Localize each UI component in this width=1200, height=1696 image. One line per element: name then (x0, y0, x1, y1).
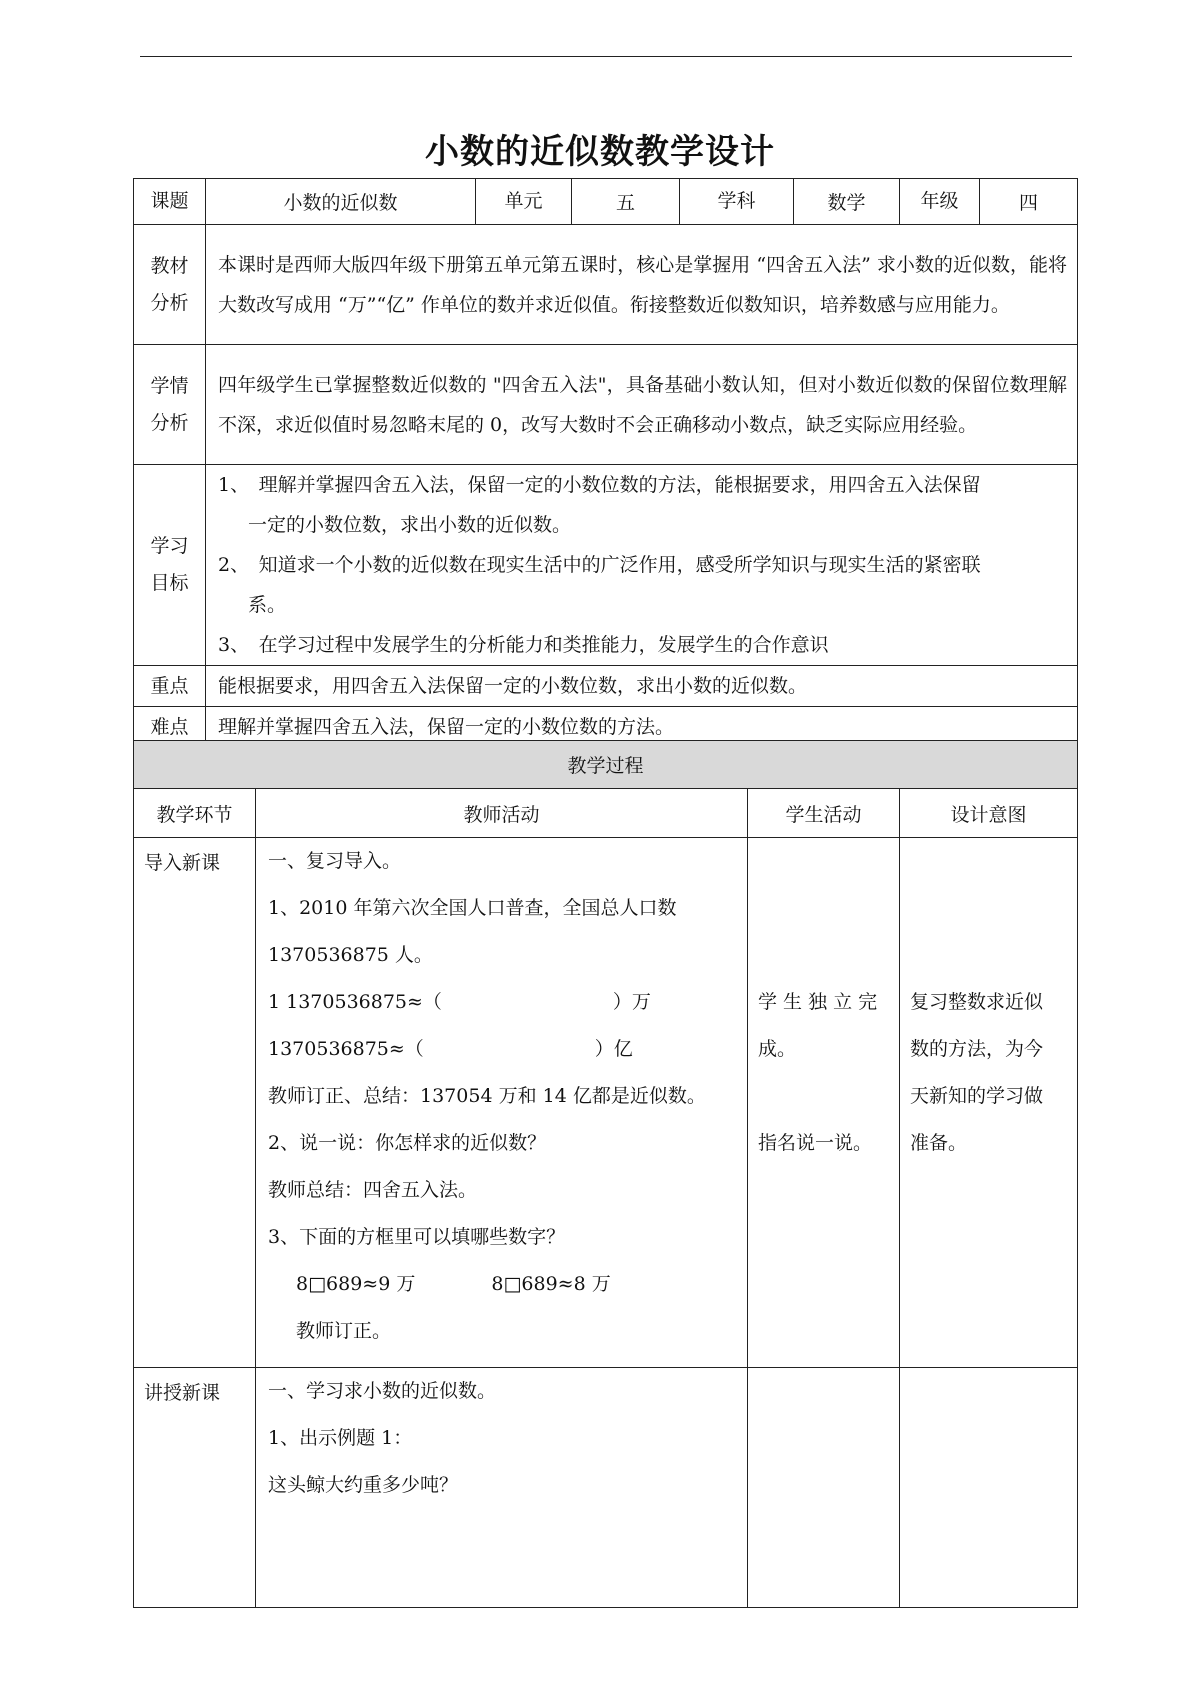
process-header-row (134, 741, 1078, 789)
process-header: 教学过程 (134, 741, 1078, 789)
teaching-process-table (133, 740, 1078, 1608)
material-analysis-paragraph: 本课时是西师大版四年级下册第五单元第五课时，核心是掌握用 “四舍五入法” 求小数的近似数，能将大数改写成用 “万”“亿” 作单位的数并求近似值。衔接整数近似数知识，培养数感与应用能力。 (218, 253, 1067, 316)
intro-teacher-line-6: 教师订正、总结：137054 万和 14 亿都是近似数。 (268, 1085, 706, 1107)
new-lesson-student-cell (748, 1368, 900, 1608)
intro-intent-line-4: 准备。 (910, 1132, 968, 1154)
goal-3-line-1: 3、 在学习过程中发展学生的分析能力和类推能力，发展学生的合作意识 (218, 634, 829, 656)
learning-goals-list (206, 465, 1078, 666)
goals-label-line-1: 学习 (150, 535, 189, 557)
intro-teacher-line-8: 教师总结：四舍五入法。 (268, 1179, 478, 1201)
intro-student-cell (748, 838, 900, 1368)
lesson-info-table (133, 178, 1078, 748)
new-lesson-stage-label: 讲授新课 (144, 1382, 221, 1404)
new-lesson-teacher-line-1: 一、学习求小数的近似数。 (268, 1380, 497, 1402)
learning-goals-label (134, 465, 206, 666)
document-title: 小数的近似数教学设计 (425, 132, 775, 172)
learner-label-line-1: 学情 (150, 374, 189, 397)
learner-analysis-row (134, 345, 1078, 465)
intro-student-line-2: 成。 (758, 1038, 797, 1060)
process-column-headers (134, 789, 1078, 838)
intro-student-line-4: 指名说一说。 (758, 1132, 873, 1154)
topic-value: 小数的近似数 (206, 179, 476, 225)
intro-teacher-line-1: 一、复习导入。 (268, 850, 402, 872)
intro-teacher-line-2: 1、2010 年第六次全国人口普查，全国总人口数 (268, 897, 677, 919)
material-analysis-text (206, 225, 1078, 345)
key-point-paragraph: 能根据要求，用四舍五入法保留一定的小数位数，求出小数的近似数。 (218, 675, 808, 697)
material-analysis-label (134, 225, 206, 345)
intro-intent-line-1: 复习整数求近似 (910, 991, 1044, 1013)
intro-teacher-line-7: 2、说一说：你怎样求的近似数？ (268, 1132, 547, 1154)
unit-value: 五 (572, 179, 680, 225)
intro-teacher-line-10: 8□689≈9 万 8□689≈8 万 (296, 1273, 611, 1295)
material-label-line-1: 教材 (150, 254, 189, 277)
material-analysis-row (134, 225, 1078, 345)
column-header-intent: 设计意图 (900, 789, 1078, 838)
intro-student-line-1: 学 生 独 立 完 (758, 991, 878, 1013)
goal-2-line-2: 系。 (248, 594, 287, 616)
learner-label-line-2: 分析 (150, 411, 189, 434)
new-lesson-teacher-line-2: 1、出示例题 1： (268, 1427, 413, 1449)
learner-analysis-text (206, 345, 1078, 465)
intro-stage-cell (134, 838, 256, 1368)
column-header-stage: 教学环节 (134, 789, 256, 838)
process-row-new-lesson (134, 1368, 1078, 1608)
difficulty-paragraph: 理解并掌握四舍五入法，保留一定的小数位数的方法。 (218, 716, 675, 738)
new-lesson-stage-cell (134, 1368, 256, 1608)
goals-label-line-2: 目标 (150, 572, 189, 594)
intro-stage-label: 导入新课 (144, 852, 221, 874)
column-header-student: 学生活动 (748, 789, 900, 838)
subject-value: 数学 (794, 179, 900, 225)
key-point-row (134, 666, 1078, 707)
grade-value: 四 (980, 179, 1078, 225)
new-lesson-teacher-cell (256, 1368, 748, 1608)
goal-1-line-2: 一定的小数位数，求出小数的近似数。 (248, 514, 572, 536)
intro-teacher-line-11: 教师订正。 (296, 1320, 392, 1342)
learning-goals-row (134, 465, 1078, 666)
intro-teacher-line-4: 1 1370536875≈（ ）万 (268, 991, 651, 1013)
learner-analysis-label (134, 345, 206, 465)
intro-teacher-cell (256, 838, 748, 1368)
column-header-teacher: 教师活动 (256, 789, 748, 838)
topic-row (134, 179, 1078, 225)
goal-2-line-1: 2、 知道求一个小数的近似数在现实生活中的广泛作用，感受所学知识与现实生活的紧密联 (218, 554, 981, 576)
new-lesson-intent-cell (900, 1368, 1078, 1608)
learner-analysis-paragraph: 四年级学生已掌握整数近似数的 "四舍五入法"，具备基础小数认知，但对小数近似数的保留位数理解不深，求近似值时易忽略末尾的 0，改写大数时不会正确移动小数点，缺乏实际应用经验。 (218, 373, 1067, 436)
unit-label: 单元 (476, 179, 572, 225)
header-rule (140, 56, 1072, 57)
material-label-line-2: 分析 (150, 291, 189, 314)
key-point-text (206, 666, 1078, 707)
new-lesson-teacher-line-3: 这头鲸大约重多少吨？ (268, 1474, 459, 1496)
difficulty-label: 难点 (134, 707, 206, 748)
goal-1-line-1: 1、 理解并掌握四舍五入法，保留一定的小数位数的方法，能根据要求，用四舍五入法保留 (218, 474, 981, 496)
key-point-label: 重点 (134, 666, 206, 707)
intro-intent-line-2: 数的方法，为今 (910, 1038, 1044, 1060)
subject-label: 学科 (680, 179, 794, 225)
grade-label: 年级 (900, 179, 980, 225)
intro-intent-cell (900, 838, 1078, 1368)
intro-intent-line-3: 天新知的学习做 (910, 1085, 1044, 1107)
process-row-intro (134, 838, 1078, 1368)
intro-teacher-line-5: 1370536875≈（ ）亿 (268, 1038, 633, 1060)
intro-student-line-3 (748, 1073, 899, 1120)
intro-teacher-line-3: 1370536875 人。 (268, 944, 433, 966)
topic-label: 课题 (134, 179, 206, 225)
intro-teacher-line-9: 3、下面的方框里可以填哪些数字？ (268, 1226, 566, 1248)
